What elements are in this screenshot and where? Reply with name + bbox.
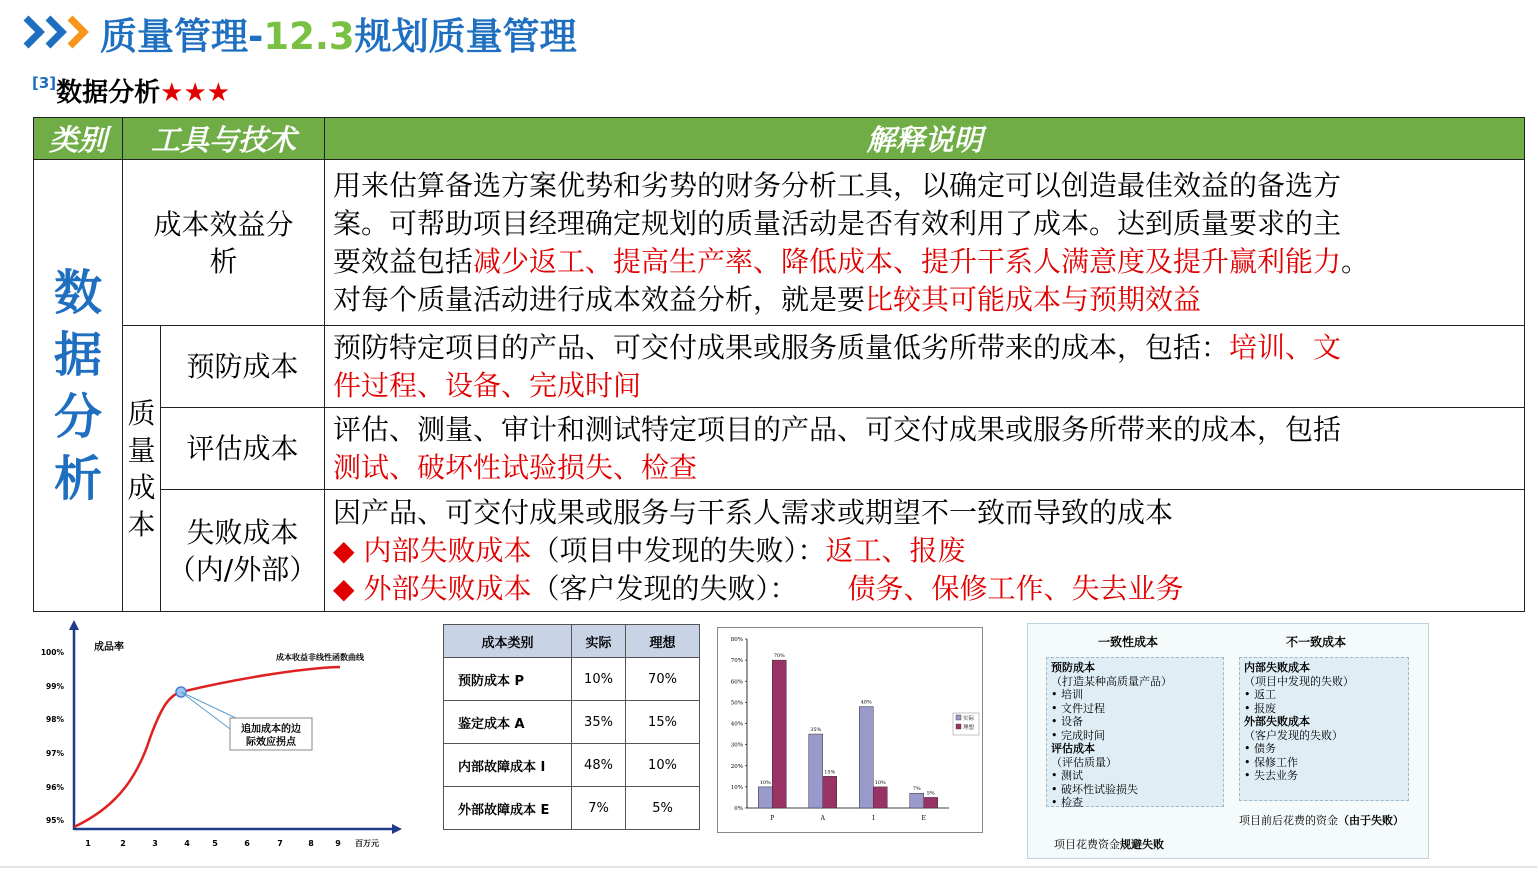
table-header-row bbox=[34, 118, 1525, 160]
data-label: 15% bbox=[824, 769, 836, 776]
callout-line bbox=[181, 692, 240, 720]
x-tick: 5 bbox=[212, 839, 218, 848]
tool-prevention: 预防成本 bbox=[161, 326, 325, 408]
diamond-bullet-icon: ◆ bbox=[333, 533, 355, 567]
category-cell: 数据分析 bbox=[34, 160, 123, 612]
nonconformance-box: 内部失败成本 （项目中发现的失败） • 返工 • 报废 外部失败成本 （客户发现的失败） • 债务 • 保修工作 • 失去业务 bbox=[1239, 657, 1409, 801]
y-tick-label: 60% bbox=[730, 679, 743, 686]
y-tick-label: 70% bbox=[730, 658, 743, 665]
y-tick-label: 40% bbox=[730, 721, 743, 728]
y-tick: 96% bbox=[46, 783, 64, 792]
data-label: 48% bbox=[860, 699, 872, 706]
data-analysis-table bbox=[33, 117, 1525, 612]
x-tick-label: I bbox=[872, 815, 875, 822]
y-tick: 99% bbox=[46, 682, 64, 691]
x-tick: 8 bbox=[308, 839, 314, 848]
x-tick: 2 bbox=[120, 839, 126, 848]
title-number: 12.3 bbox=[263, 15, 355, 58]
y-axis-arrow bbox=[69, 620, 79, 630]
conformance-cost-diagram bbox=[1027, 623, 1429, 859]
table-row-failure bbox=[34, 490, 1525, 612]
x-axis-arrow bbox=[392, 824, 402, 834]
cost-table-header: 成本类别 实际 理想 bbox=[444, 625, 700, 658]
table-row-appraisal bbox=[34, 408, 1525, 490]
bar-E-理想 bbox=[924, 797, 938, 808]
tool-failure: 失败成本 （内/外部） bbox=[161, 490, 325, 612]
y-tick: 97% bbox=[46, 749, 64, 758]
desc-cba: 用来估算备选方案优势和劣势的财务分析工具，以确定可以创造最佳效益的备选方 案。可帮助项目经理确定规划的质量活动是否有效利用了成本。达到质量要求的主 要效益包括减少返工、提高生产率、降低成本、提升干系人满意度及提升赢利能力。 对每个质量活动进行成本效益分析，就是要比较其可能成本与预期效益 bbox=[325, 160, 1525, 326]
callout-text: 追加成本的边 bbox=[241, 724, 301, 735]
y-tick-label: 30% bbox=[730, 742, 743, 749]
yield-curve-figure bbox=[40, 620, 410, 860]
chevrons-icon bbox=[22, 14, 94, 50]
x-tick: 6 bbox=[244, 839, 250, 848]
diamond-bullet-icon: ◆ bbox=[333, 571, 355, 605]
table-row: 外部故障成本 E 7% 5% bbox=[444, 787, 700, 830]
data-label: 10% bbox=[759, 779, 771, 786]
data-label: 10% bbox=[874, 779, 886, 786]
x-tick-label: A bbox=[820, 815, 825, 822]
x-unit: 百万元 bbox=[355, 839, 379, 848]
quality-cost-cell: 质量成本 bbox=[123, 326, 161, 612]
legend-swatch bbox=[956, 724, 961, 729]
legend-label: 理想 bbox=[963, 725, 975, 731]
y-tick: 95% bbox=[46, 816, 64, 825]
x-tick: 3 bbox=[152, 839, 158, 848]
legend-label: 实际 bbox=[963, 716, 975, 722]
bar-I-理想 bbox=[873, 787, 887, 808]
header-explanation: 解释说明 bbox=[325, 118, 1525, 160]
table-row-cba bbox=[34, 160, 1525, 326]
bar-E-实际 bbox=[910, 793, 924, 808]
x-tick: 9 bbox=[335, 839, 341, 848]
section-subtitle: [3]数据分析★★★ bbox=[32, 74, 231, 108]
y-axis-label: 成品率 bbox=[94, 642, 124, 653]
y-tick: 98% bbox=[46, 715, 64, 724]
conformance-box: 预防成本 （打造某种高质量产品） • 培训 • 文件过程 • 设备 • 完成时间 评估成本 （评估质量） • 测试 • 破坏性试验损失 • 检查 bbox=[1046, 657, 1224, 807]
left-footer: 项目花费资金规避失败 bbox=[1054, 838, 1164, 851]
y-tick-label: 80% bbox=[730, 637, 743, 643]
legend-swatch bbox=[956, 715, 961, 720]
desc-appraisal: 评估、测量、审计和测试特定项目的产品、可交付成果或服务所带来的成本，包括 测试、破坏性试验损失、检查 bbox=[325, 408, 1525, 490]
desc-prevention: 预防特定项目的产品、可交付成果或服务质量低劣所带来的成本，包括：培训、文 件过程、设备、完成时间 bbox=[325, 326, 1525, 408]
right-heading: 不一致成本 bbox=[1286, 635, 1347, 649]
page-title: 质量管理-12.3规划质量管理 bbox=[100, 15, 577, 58]
importance-stars: ★★★ bbox=[160, 78, 231, 108]
x-tick-label: E bbox=[921, 815, 926, 822]
y-tick-label: 0% bbox=[734, 806, 743, 812]
tool-cba: 成本效益分析 bbox=[123, 160, 325, 326]
bar-P-实际 bbox=[758, 787, 772, 808]
bottom-divider bbox=[0, 866, 1537, 868]
bar-P-理想 bbox=[772, 660, 786, 808]
header-category: 类别 bbox=[34, 118, 123, 160]
bar-A-实际 bbox=[809, 734, 823, 808]
x-tick: 1 bbox=[85, 839, 91, 848]
right-footer: 项目前后花费的资金（由于失败） bbox=[1239, 814, 1404, 827]
data-label: 7% bbox=[912, 786, 921, 793]
x-tick-label: P bbox=[770, 815, 775, 822]
y-tick: 100% bbox=[40, 648, 64, 657]
callout-line bbox=[181, 692, 238, 735]
table-row: 鉴定成本 A 35% 15% bbox=[444, 701, 700, 744]
x-tick: 4 bbox=[184, 839, 190, 848]
data-label: 5% bbox=[926, 790, 935, 797]
tool-appraisal: 评估成本 bbox=[161, 408, 325, 490]
left-heading: 一致性成本 bbox=[1098, 635, 1159, 649]
curve-label: 成本收益非线性函数曲线 bbox=[276, 653, 364, 662]
reference-mark: [3] bbox=[32, 74, 57, 92]
table-row: 预防成本 P 10% 70% bbox=[444, 658, 700, 701]
cost-category-table bbox=[443, 624, 700, 830]
cost-bar-chart bbox=[717, 627, 983, 833]
chart-frame bbox=[718, 628, 983, 833]
bar-I-实际 bbox=[859, 707, 873, 808]
y-tick-label: 20% bbox=[730, 763, 743, 770]
data-label: 70% bbox=[773, 653, 785, 660]
data-label: 35% bbox=[810, 727, 822, 734]
table-row-prevention bbox=[34, 326, 1525, 408]
callout-text: 际效应拐点 bbox=[246, 737, 296, 748]
header-tool: 工具与技术 bbox=[123, 118, 325, 160]
desc-failure: 因产品、可交付成果或服务与干系人需求或期望不一致而导致的成本 ◆ 内部失败成本（项目中发现的失败）：返工、报废 ◆ 外部失败成本（客户发现的失败）： 债务、保修工作、失去业务 bbox=[325, 490, 1525, 612]
table-row: 内部故障成本 I 48% 10% bbox=[444, 744, 700, 787]
y-tick-label: 50% bbox=[730, 700, 743, 707]
y-tick-label: 10% bbox=[730, 784, 743, 791]
x-tick: 7 bbox=[277, 839, 283, 848]
bar-A-理想 bbox=[823, 776, 837, 808]
